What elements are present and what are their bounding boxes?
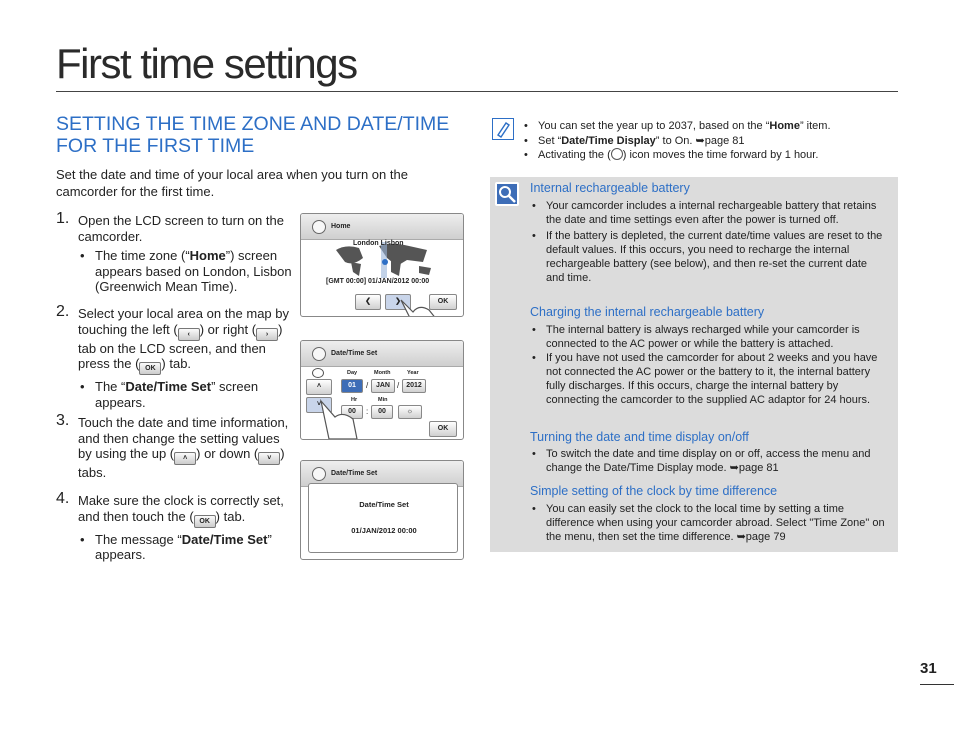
ok-tab-icon: OK xyxy=(194,515,216,528)
hour-field[interactable]: 00 xyxy=(341,405,363,419)
down-button[interactable]: ˅ xyxy=(306,397,332,413)
month-label: Month xyxy=(374,370,391,376)
screen-header: Date/Time Set xyxy=(301,341,463,367)
minute-field[interactable]: 00 xyxy=(371,405,393,419)
year-label: Year xyxy=(407,370,419,376)
hand-pointer-icon xyxy=(399,298,439,317)
info-body xyxy=(530,323,888,407)
info-item: • If you have not used the camcorder for about 2 weeks and you have not connected the AC power or the battery to it, the internal battery fully discharges. If this occurs, charge the internal battery by connecting the camcorder to the supplied AC adaptor for 24 hours. xyxy=(530,351,888,407)
page-number-rule xyxy=(920,684,954,685)
up-tab-icon: ˄ xyxy=(174,452,196,465)
section-heading: SETTING THE TIME ZONE AND DATE/TIME FOR THE FIRST TIME xyxy=(56,113,450,157)
gmt-status: [GMT 00:00] 01/JAN/2012 00:00 xyxy=(326,278,430,285)
step-number: 1. xyxy=(56,210,70,227)
info-heading: Charging the internal rechargeable battery xyxy=(530,305,765,319)
home-screen xyxy=(300,213,464,317)
world-map-icon xyxy=(331,242,441,278)
step-text: Touch the date and time information, and then change the setting values by using the up ( ˄ ) or down ( ˅ ) tabs. xyxy=(78,415,289,480)
info-item: • If the battery is depleted, the current date/time values are reset to the default values. If this occurs, you need to recharge the internal rechargeable battery (see below), and then re-set the current date and time. xyxy=(530,229,888,285)
info-item: • Your camcorder includes a internal rechargeable battery that retains the date and time settings even after the power is turned off. xyxy=(530,199,888,227)
minute-label: Min xyxy=(378,397,388,403)
info-body xyxy=(530,502,888,544)
gear-icon xyxy=(312,220,326,234)
date-separator: / xyxy=(366,381,369,390)
datetime-confirm-screen xyxy=(300,460,464,560)
year-field[interactable]: 2012 xyxy=(402,379,426,393)
page-number: 31 xyxy=(920,660,937,677)
info-body xyxy=(530,199,888,285)
right-button[interactable]: ❯ xyxy=(385,294,411,310)
info-item: • The internal battery is always recharged while your camcorder is connected to the AC power or while the battery is attached. xyxy=(530,323,888,351)
page-title: First time settings xyxy=(56,40,357,87)
step-bullet: • The message “Date/Time Set” appears. xyxy=(78,532,296,563)
note-item: • Activating the ( ) icon moves the time forward by 1 hour. xyxy=(522,148,882,163)
step-number: 2. xyxy=(56,303,70,320)
step-4 xyxy=(56,490,296,563)
note-item: • Set “Date/Time Display” to On. ➥page 81 xyxy=(522,134,882,149)
note-item: • You can set the year up to 2037, based on the “Home” item. xyxy=(522,119,882,134)
left-button[interactable]: ❮ xyxy=(355,294,381,310)
notes-list xyxy=(522,119,882,163)
step-2 xyxy=(56,303,296,410)
dst-gear-icon xyxy=(611,148,623,160)
step-number: 4. xyxy=(56,490,70,507)
down-tab-icon: ˅ xyxy=(258,452,280,465)
screen-header: Home xyxy=(301,214,463,240)
info-heading: Internal rechargeable battery xyxy=(530,181,690,195)
date-separator: / xyxy=(397,381,400,390)
info-heading: Simple setting of the clock by time difference xyxy=(530,484,778,498)
info-body xyxy=(530,447,888,475)
ok-button[interactable]: OK xyxy=(429,421,457,437)
datetime-set-screen xyxy=(300,340,464,440)
step-1 xyxy=(56,210,296,295)
magnifier-icon xyxy=(495,182,519,206)
dialog-title: Date/Time Set xyxy=(359,500,409,509)
ok-button[interactable]: OK xyxy=(429,294,457,310)
step-3 xyxy=(56,412,296,481)
right-tab-icon: › xyxy=(256,328,278,341)
step-bullet: • The “Date/Time Set” screen appears. xyxy=(78,379,296,410)
screen-header: Date/Time Set xyxy=(301,461,463,487)
dialog-datetime: 01/JAN/2012 00:00 xyxy=(351,526,417,535)
confirm-dialog xyxy=(308,483,458,553)
step-text: Select your local area on the map by touching the left ( ‹ ) or right ( › ) tab on the LCD screen, and then press the ( OK ) tab. xyxy=(78,306,296,375)
gear-icon xyxy=(312,347,326,361)
hour-label: Hr xyxy=(351,397,358,403)
step-number: 3. xyxy=(56,412,70,429)
ok-tab-icon: OK xyxy=(139,362,161,375)
time-separator: : xyxy=(366,407,369,416)
day-label: Day xyxy=(347,370,358,376)
gear-icon xyxy=(312,467,326,481)
left-tab-icon: ‹ xyxy=(178,328,200,341)
up-button[interactable]: ˄ xyxy=(306,379,332,395)
step-text: Open the LCD screen to turn on the camcorder. xyxy=(78,213,284,244)
dst-toggle-button[interactable]: ☼ xyxy=(398,405,422,419)
step-text: Make sure the clock is correctly set, and then touch the ( OK ) tab. xyxy=(78,493,296,528)
step-bullet: • The time zone (“Home”) screen appears based on London, Lisbon (Greenwich Mean Time). xyxy=(78,248,296,295)
title-divider xyxy=(56,91,898,92)
hand-pointer-icon xyxy=(319,399,359,440)
note-pencil-icon xyxy=(492,118,514,140)
city-label: London Lisbon xyxy=(353,240,404,247)
month-field[interactable]: JAN xyxy=(371,379,395,393)
info-item: • To switch the date and time display on or off, access the menu and change the Date/Time Display mode. ➥page 81 xyxy=(530,447,888,475)
day-field[interactable]: 01 xyxy=(341,379,363,393)
dst-icon xyxy=(312,368,324,378)
intro-paragraph: Set the date and time of your local area when you turn on the camcorder for the first time. xyxy=(56,167,408,199)
info-heading: Turning the date and time display on/off xyxy=(530,430,749,444)
info-item: • You can easily set the clock to the local time by setting a time difference when using your camcorder abroad. Select "Time Zone" on the menu, then set the time difference. ➥page 79 xyxy=(530,502,888,544)
